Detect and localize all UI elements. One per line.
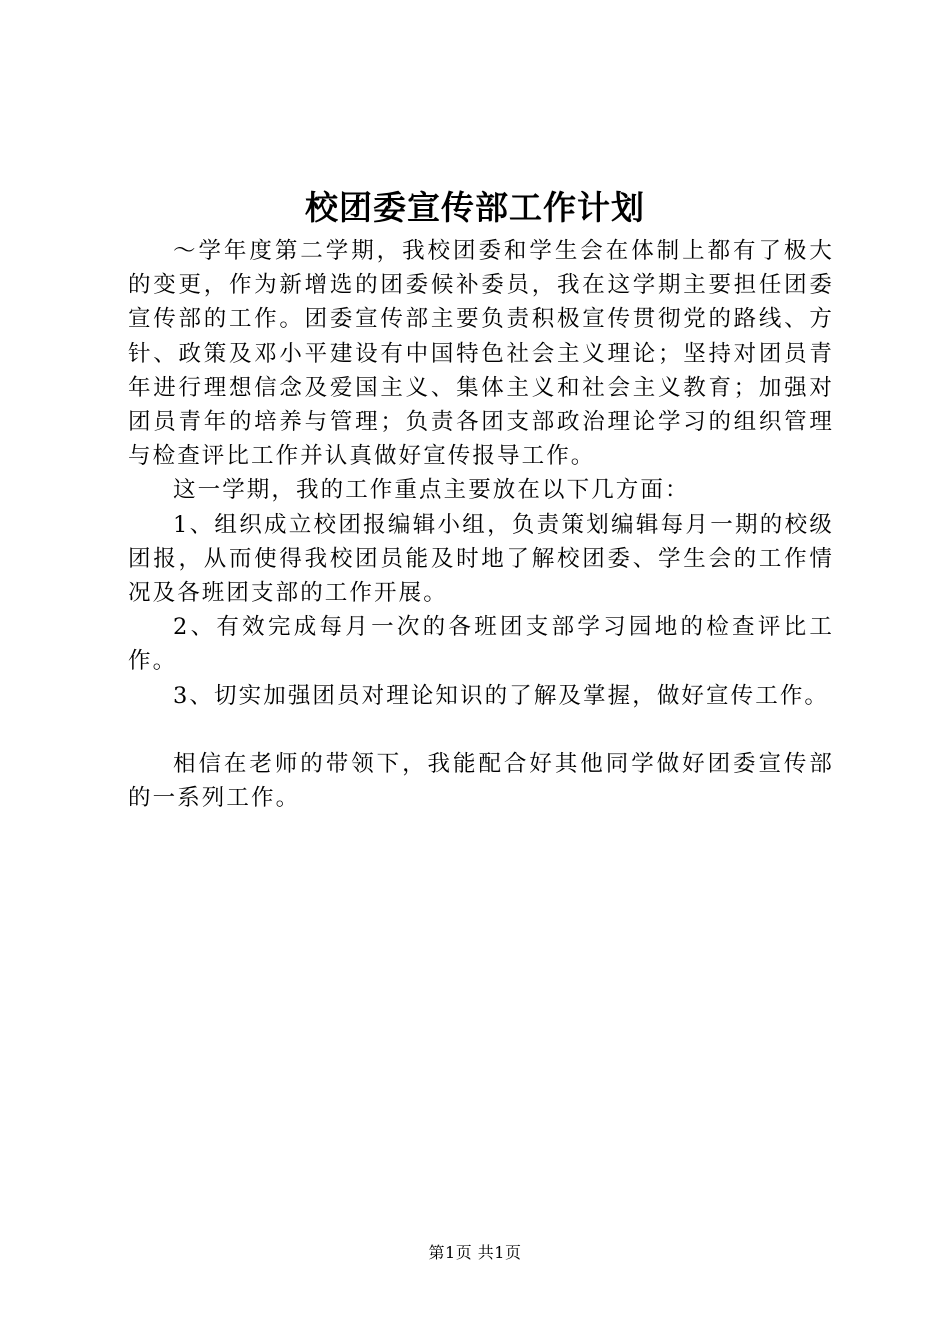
paragraph-closing: 相信在老师的带领下，我能配合好其他同学做好团委宣传部的一系列工作。: [128, 750, 834, 812]
paragraph-intro: ～学年度第二学期，我校团委和学生会在体制上都有了极大的变更，作为新增选的团委候补委员，我在这学期主要担任团委宣传部的工作。团委宣传部主要负责积极宣传贯彻党的路线、方针、政策及邓小平建设有中国特色社会主义理论；坚持对团员青年进行理想信念及爱国主义、集体主义和社会主义教育；加强对团员青年的培养与管理；负责各团支部政治理论学习的组织管理与检查评比工作并认真做好宣传报导工作。: [128, 238, 834, 470]
paragraph-focus-heading: 这一学期，我的工作重点主要放在以下几方面：: [173, 477, 690, 504]
document-body: [128, 234, 834, 815]
paragraph-item-2: 2、有效完成每月一次的各班团支部学习园地的检查评比工作。: [128, 614, 834, 675]
blank-line: [128, 713, 834, 747]
paragraph-item-1: 1、组织成立校团报编辑小组，负责策划编辑每月一期的校级团报，从而使得我校团员能及时地了解校团委、学生会的工作情况及各班团支部的工作开展。: [128, 511, 834, 607]
document-title: 校团委宣传部工作计划: [305, 188, 645, 227]
page-footer: 第1页 共1页: [428, 1243, 522, 1262]
paragraph-item-3: 3、切实加强团员对理论知识的了解及掌握，做好宣传工作。: [173, 682, 830, 709]
